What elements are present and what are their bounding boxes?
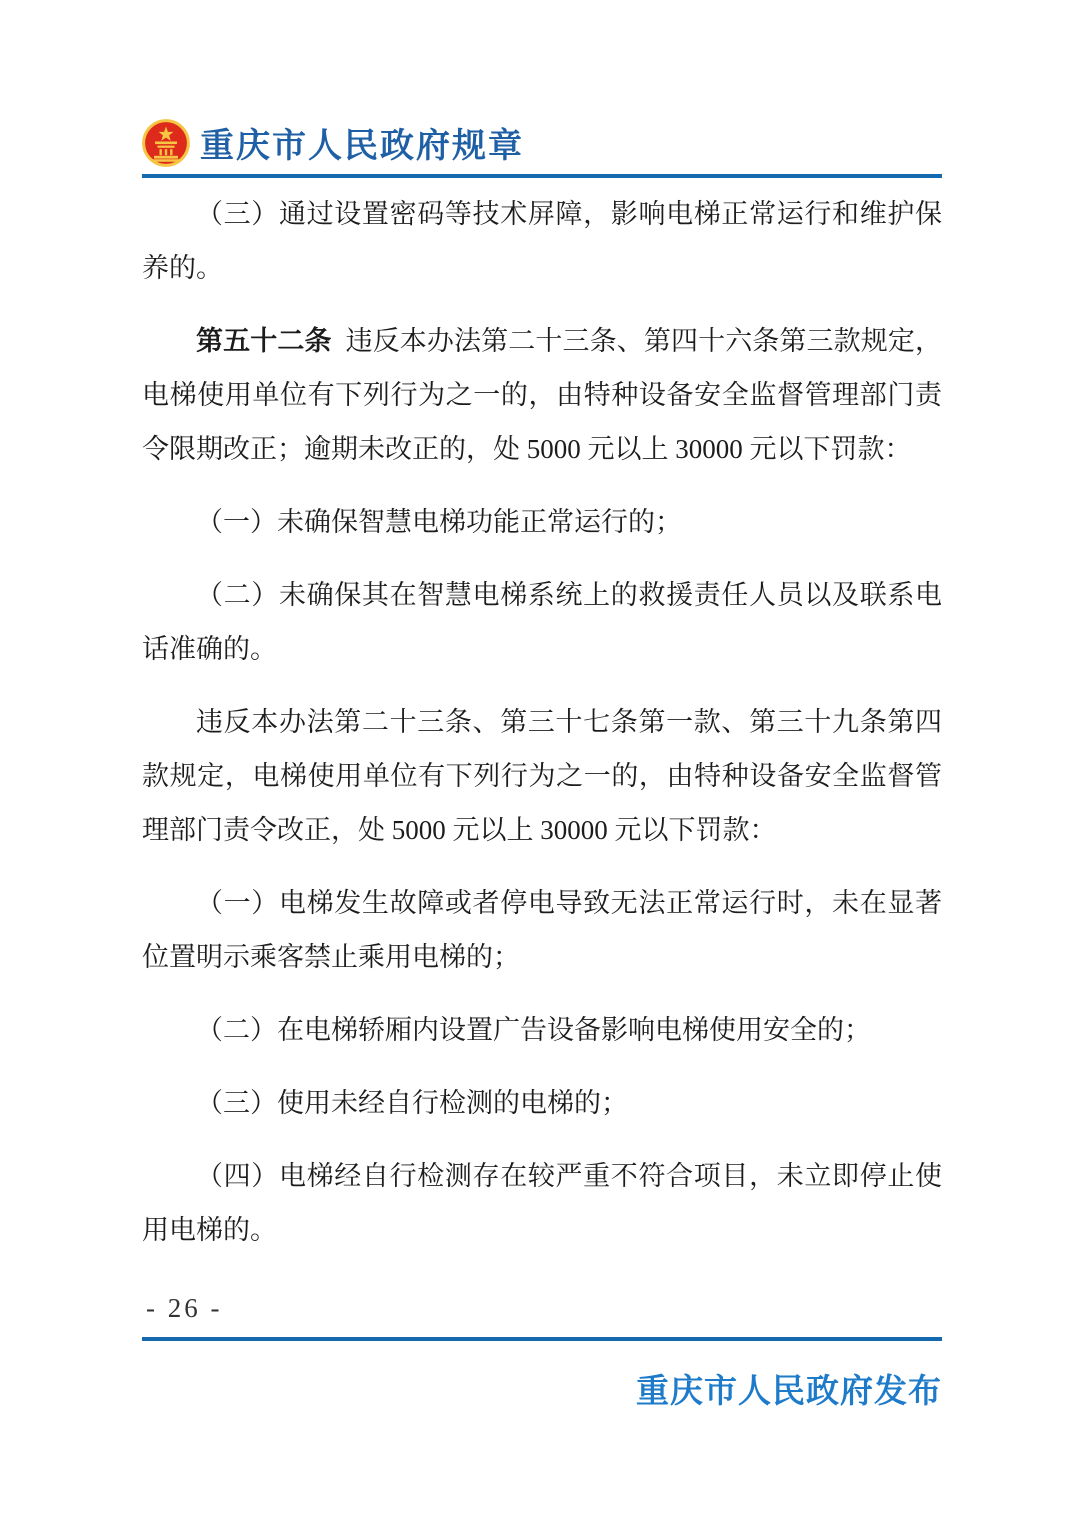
article-number: 第五十二条 (196, 326, 332, 356)
publisher-label: 重庆市人民政府发布 (636, 1374, 942, 1410)
paragraph: （三）使用未经自行检测的电梯的； (196, 1088, 628, 1118)
paragraph: （四）电梯经自行检测存在较严重不符合项目，未立即停止使用电梯的。 (142, 1161, 942, 1245)
paragraph: （一）电梯发生故障或者停电导致无法正常运行时，未在显著位置明示乘客禁止乘用电梯的； (142, 888, 942, 972)
paragraph: （一）未确保智慧电梯功能正常运行的； (196, 507, 682, 537)
header-row (142, 118, 942, 167)
paragraph: 违反本办法第二十三条、第三十七条第一款、第三十九条第四款规定，电梯使用单位有下列行为之一的，由特种设备安全监督管理部门责令改正，处 5000 元以上 30000 元以下罚款： (142, 707, 942, 845)
footer-rule (142, 1337, 942, 1341)
page-number: - 26 - (146, 1293, 223, 1323)
header-title: 重庆市人民政府规章 (200, 128, 524, 165)
document-body (142, 187, 942, 1257)
page-header (142, 118, 942, 178)
header-rule (142, 174, 942, 178)
paragraph: （二）未确保其在智慧电梯系统上的救援责任人员以及联系电话准确的。 (142, 580, 942, 664)
national-emblem-icon (142, 119, 190, 167)
paragraph: 第五十二条 违反本办法第二十三条、第四十六条第三款规定，电梯使用单位有下列行为之一的，由特种设备安全监督管理部门责令限期改正；逾期未改正的，处 5000 元以上 30000 元以下罚款： (142, 326, 943, 464)
page-footer (142, 1293, 942, 1412)
paragraph: （二）在电梯轿厢内设置广告设备影响电梯使用安全的； (196, 1015, 871, 1045)
paragraph: （三）通过设置密码等技术屏障，影响电梯正常运行和维护保养的。 (142, 199, 942, 283)
